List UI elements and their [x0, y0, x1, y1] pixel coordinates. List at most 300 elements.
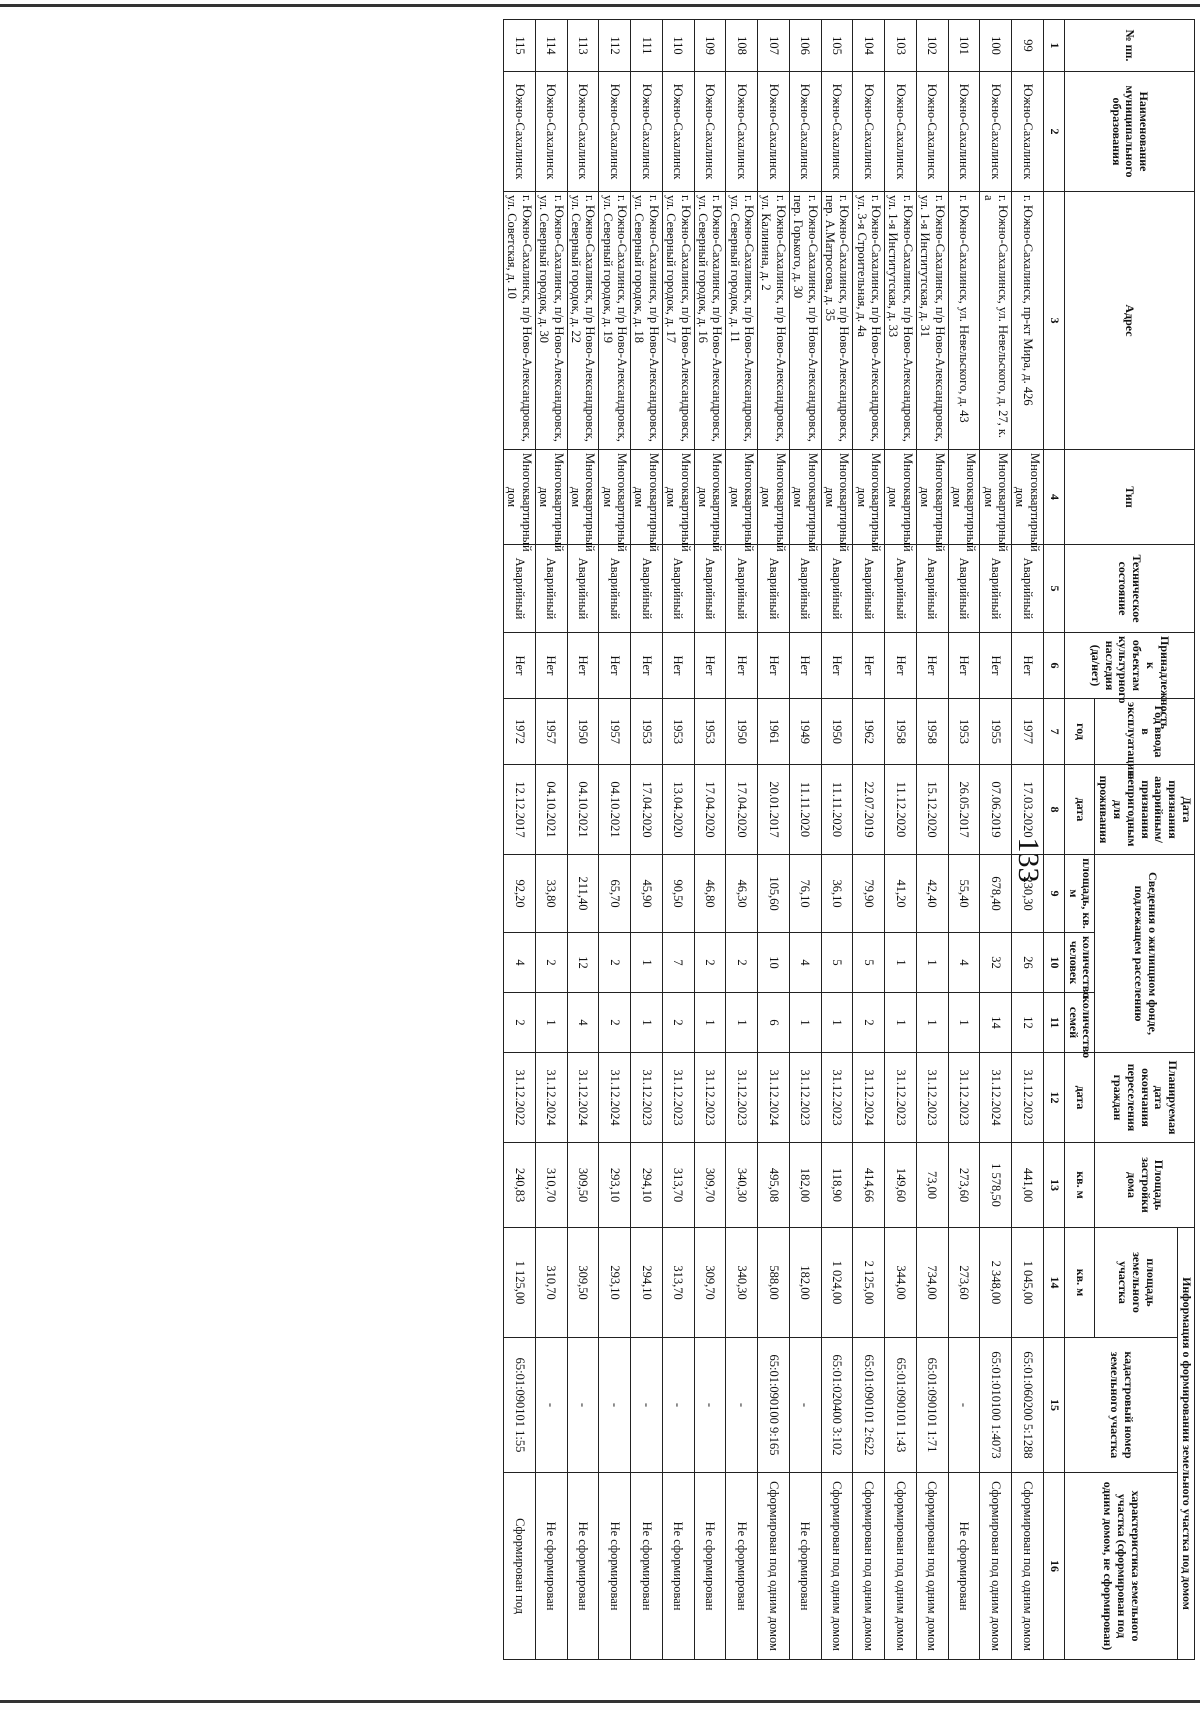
type-cell: Многоквартирный дом [948, 450, 980, 545]
type-cell: Многоквартирный дом [599, 450, 631, 545]
plan-date-cell: 31.12.2023 [631, 1053, 663, 1143]
row-number: 115 [504, 20, 536, 72]
cultural-cell: Нет [535, 633, 567, 699]
cadastral-cell: - [948, 1338, 980, 1473]
cultural-cell: Нет [789, 633, 821, 699]
people-cell: 32 [980, 933, 1012, 993]
cultural-cell: Нет [853, 633, 885, 699]
build-area-cell: 313,70 [662, 1143, 694, 1228]
table-row [916, 20, 948, 1660]
people-cell: 4 [504, 933, 536, 993]
condition-cell: Аварийный [726, 545, 758, 633]
condition-cell: Аварийный [599, 545, 631, 633]
year-cell: 1949 [789, 699, 821, 765]
build-area-cell: 240,83 [504, 1143, 536, 1228]
families-cell: 1 [916, 993, 948, 1053]
column-number: 15 [1043, 1338, 1064, 1473]
people-cell: 1 [916, 933, 948, 993]
people-cell: 2 [726, 933, 758, 993]
year-cell: 1953 [631, 699, 663, 765]
municipality-cell: Южно-Сахалинск [758, 72, 790, 192]
address-cell: г. Южно-Сахалинск, ул. Невельского, д. 43 [948, 192, 980, 450]
condition-cell: Аварийный [694, 545, 726, 633]
cultural-cell: Нет [1012, 633, 1044, 699]
header-families: количество семей [1064, 993, 1095, 1053]
municipality-cell: Южно-Сахалинск [567, 72, 599, 192]
header-condition: Техническое состояние [1064, 545, 1194, 633]
land-area-cell: 273,60 [948, 1228, 980, 1338]
plan-date-cell: 31.12.2024 [980, 1053, 1012, 1143]
column-number: 13 [1043, 1143, 1064, 1228]
build-area-cell: 310,70 [535, 1143, 567, 1228]
cultural-cell: Нет [694, 633, 726, 699]
area-cell: 55,40 [948, 855, 980, 933]
address-cell: г. Южно-Сахалинск, п/р Ново-Александровск, пер. Горького, д. 30 [789, 192, 821, 450]
condition-cell: Аварийный [980, 545, 1012, 633]
build-area-cell: 293,10 [599, 1143, 631, 1228]
column-number: 8 [1043, 765, 1064, 855]
cultural-cell: Нет [916, 633, 948, 699]
characteristic-cell: Сформирован под одним домом [853, 1473, 885, 1660]
table-row [948, 20, 980, 1660]
table-row [885, 20, 917, 1660]
type-cell: Многоквартирный дом [758, 450, 790, 545]
date-cell: 15.12.2020 [916, 765, 948, 855]
column-number: 9 [1043, 855, 1064, 933]
area-cell: 678,40 [980, 855, 1012, 933]
cultural-cell: Нет [599, 633, 631, 699]
build-area-cell: 340,30 [726, 1143, 758, 1228]
build-area-cell: 294,10 [631, 1143, 663, 1228]
column-number: 5 [1043, 545, 1064, 633]
table-row [694, 20, 726, 1660]
header-type: Тип [1064, 450, 1194, 545]
condition-cell: Аварийный [758, 545, 790, 633]
address-cell: г. Южно-Сахалинск, пр-кт Мира, д. 426 [1012, 192, 1044, 450]
table-row [726, 20, 758, 1660]
families-cell: 1 [885, 993, 917, 1053]
cadastral-cell: 65:01:010100 1:4073 [980, 1338, 1012, 1473]
land-area-cell: 294,10 [631, 1228, 663, 1338]
area-cell: 46,30 [726, 855, 758, 933]
cultural-cell: Нет [821, 633, 853, 699]
people-cell: 5 [853, 933, 885, 993]
date-cell: 04.10.2021 [535, 765, 567, 855]
plan-date-cell: 31.12.2023 [726, 1053, 758, 1143]
characteristic-cell: Сформирован под одним домом [1012, 1473, 1044, 1660]
type-cell: Многоквартирный дом [631, 450, 663, 545]
year-cell: 1961 [758, 699, 790, 765]
municipality-cell: Южно-Сахалинск [535, 72, 567, 192]
header-row-1 [1178, 20, 1195, 1660]
families-cell: 2 [599, 993, 631, 1053]
land-area-cell: 293,10 [599, 1228, 631, 1338]
cadastral-cell: - [535, 1338, 567, 1473]
people-cell: 12 [567, 933, 599, 993]
row-number: 111 [631, 20, 663, 72]
column-number: 6 [1043, 633, 1064, 699]
year-cell: 1972 [504, 699, 536, 765]
row-number: 112 [599, 20, 631, 72]
date-cell: 17.03.2020 [1012, 765, 1044, 855]
column-number: 3 [1043, 192, 1064, 450]
year-cell: 1958 [916, 699, 948, 765]
condition-cell: Аварийный [535, 545, 567, 633]
municipality-cell: Южно-Сахалинск [662, 72, 694, 192]
families-cell: 12 [1012, 993, 1044, 1053]
families-cell: 14 [980, 993, 1012, 1053]
date-cell: 04.10.2021 [567, 765, 599, 855]
condition-cell: Аварийный [853, 545, 885, 633]
build-area-cell: 495,08 [758, 1143, 790, 1228]
cadastral-cell: 65:01:020400 3:102 [821, 1338, 853, 1473]
column-number: 11 [1043, 993, 1064, 1053]
families-cell: 1 [535, 993, 567, 1053]
row-number: 100 [980, 20, 1012, 72]
people-cell: 2 [694, 933, 726, 993]
type-cell: Многоквартирный дом [821, 450, 853, 545]
plan-date-cell: 31.12.2023 [1012, 1053, 1044, 1143]
address-cell: г. Южно-Сахалинск, п/р Ново-Александровск, ул. Северный городок, д. 17 [662, 192, 694, 450]
land-area-cell: 340,30 [726, 1228, 758, 1338]
families-cell: 1 [694, 993, 726, 1053]
row-number: 114 [535, 20, 567, 72]
municipality-cell: Южно-Сахалинск [694, 72, 726, 192]
land-area-cell: 2 348,00 [980, 1228, 1012, 1338]
header-num: № пп. [1064, 20, 1194, 72]
address-cell: г. Южно-Сахалинск, п/р Ново-Александровск, ул. Калинина, д. 2 [758, 192, 790, 450]
header-area: площадь, кв. м [1064, 855, 1095, 933]
type-cell: Многоквартирный дом [980, 450, 1012, 545]
condition-cell: Аварийный [504, 545, 536, 633]
people-cell: 2 [599, 933, 631, 993]
land-area-cell: 309,50 [567, 1228, 599, 1338]
build-area-cell: 73,00 [916, 1143, 948, 1228]
row-number: 105 [821, 20, 853, 72]
column-number: 16 [1043, 1473, 1064, 1660]
row-number: 101 [948, 20, 980, 72]
municipality-cell: Южно-Сахалинск [885, 72, 917, 192]
year-cell: 1955 [980, 699, 1012, 765]
column-number: 1 [1043, 20, 1064, 72]
families-cell: 2 [504, 993, 536, 1053]
header-housing-group: Сведения о жилищном фонде, подлежащем расселению [1095, 855, 1195, 1053]
type-cell: Многоквартирный дом [567, 450, 599, 545]
cadastral-cell: - [662, 1338, 694, 1473]
condition-cell: Аварийный [948, 545, 980, 633]
header-year: год [1064, 699, 1095, 765]
people-cell: 5 [821, 933, 853, 993]
land-area-cell: 309,70 [694, 1228, 726, 1338]
characteristic-cell: Не сформирован [726, 1473, 758, 1660]
type-cell: Многоквартирный дом [504, 450, 536, 545]
date-cell: 12.12.2017 [504, 765, 536, 855]
cadastral-cell: - [567, 1338, 599, 1473]
condition-cell: Аварийный [662, 545, 694, 633]
table-row [662, 20, 694, 1660]
row-number: 106 [789, 20, 821, 72]
table-row [1012, 20, 1044, 1660]
header-people: количество человек [1064, 933, 1095, 993]
families-cell: 1 [789, 993, 821, 1053]
cultural-cell: Нет [948, 633, 980, 699]
condition-cell: Аварийный [885, 545, 917, 633]
column-number: 2 [1043, 72, 1064, 192]
characteristic-cell: Не сформирован [662, 1473, 694, 1660]
scan-edge-bottom [0, 1700, 1200, 1703]
address-cell: г. Южно-Сахалинск, п/р Ново-Александровск, ул. Советская, д. 10 [504, 192, 536, 450]
land-area-cell: 313,70 [662, 1228, 694, 1338]
table-row [853, 20, 885, 1660]
people-cell: 7 [662, 933, 694, 993]
build-area-cell: 441,00 [1012, 1143, 1044, 1228]
header-date-group: Дата признания аварийным/признания непригодным для проживания [1095, 765, 1195, 855]
header-land-area-group: площадь земельного участка [1095, 1228, 1178, 1338]
column-number: 10 [1043, 933, 1064, 993]
land-area-cell: 182,00 [789, 1228, 821, 1338]
year-cell: 1950 [567, 699, 599, 765]
municipality-cell: Южно-Сахалинск [948, 72, 980, 192]
column-number: 4 [1043, 450, 1064, 545]
year-cell: 1950 [726, 699, 758, 765]
characteristic-cell: Не сформирован [599, 1473, 631, 1660]
area-cell: 230,30 [1012, 855, 1044, 933]
header-land-area: кв. м [1064, 1228, 1095, 1338]
plan-date-cell: 31.12.2023 [662, 1053, 694, 1143]
cadastral-cell: 65:01:090101 1:43 [885, 1338, 917, 1473]
build-area-cell: 309,70 [694, 1143, 726, 1228]
build-area-cell: 309,50 [567, 1143, 599, 1228]
year-cell: 1977 [1012, 699, 1044, 765]
type-cell: Многоквартирный дом [853, 450, 885, 545]
land-area-cell: 2 125,00 [853, 1228, 885, 1338]
column-number: 7 [1043, 699, 1064, 765]
area-cell: 79,90 [853, 855, 885, 933]
type-cell: Многоквартирный дом [694, 450, 726, 545]
people-cell: 2 [535, 933, 567, 993]
land-area-cell: 1 125,00 [504, 1228, 536, 1338]
header-address: Адрес [1064, 192, 1194, 450]
people-cell: 1 [885, 933, 917, 993]
condition-cell: Аварийный [631, 545, 663, 633]
type-cell: Многоквартирный дом [885, 450, 917, 545]
people-cell: 4 [948, 933, 980, 993]
address-cell: г. Южно-Сахалинск, п/р Ново-Александровск, ул. Северный городок, д. 30 [535, 192, 567, 450]
plan-date-cell: 31.12.2024 [758, 1053, 790, 1143]
plan-date-cell: 31.12.2023 [885, 1053, 917, 1143]
address-cell: г. Южно-Сахалинск, п/р Ново-Александровск, ул. Северный городок, д. 16 [694, 192, 726, 450]
families-cell: 6 [758, 993, 790, 1053]
cadastral-cell: - [726, 1338, 758, 1473]
table-row [821, 20, 853, 1660]
table-row [535, 20, 567, 1660]
table-row [504, 20, 536, 1660]
cultural-cell: Нет [758, 633, 790, 699]
table-row [567, 20, 599, 1660]
cadastral-cell: 65:01:060200 5:1288 [1012, 1338, 1044, 1473]
characteristic-cell: Сформирован под одним домом [916, 1473, 948, 1660]
row-number: 113 [567, 20, 599, 72]
cadastral-cell: - [694, 1338, 726, 1473]
row-number: 104 [853, 20, 885, 72]
condition-cell: Аварийный [1012, 545, 1044, 633]
characteristic-cell: Не сформирован [631, 1473, 663, 1660]
header-characteristic: характеристика земельного участка (сформирован под одним домом, не сформирован) [1064, 1473, 1177, 1660]
year-cell: 1957 [599, 699, 631, 765]
area-cell: 33,80 [535, 855, 567, 933]
plan-date-cell: 31.12.2022 [504, 1053, 536, 1143]
families-cell: 1 [631, 993, 663, 1053]
type-cell: Многоквартирный дом [662, 450, 694, 545]
people-cell: 10 [758, 933, 790, 993]
row-number: 109 [694, 20, 726, 72]
page-number: 133 [1012, 837, 1045, 883]
year-cell: 1953 [694, 699, 726, 765]
year-cell: 1950 [821, 699, 853, 765]
cadastral-cell: - [789, 1338, 821, 1473]
row-number: 107 [758, 20, 790, 72]
families-cell: 1 [821, 993, 853, 1053]
area-cell: 41,20 [885, 855, 917, 933]
year-cell: 1953 [948, 699, 980, 765]
municipality-cell: Южно-Сахалинск [980, 72, 1012, 192]
cadastral-cell: 65:01:090100 9:165 [758, 1338, 790, 1473]
characteristic-cell: Не сформирован [694, 1473, 726, 1660]
people-cell: 26 [1012, 933, 1044, 993]
families-cell: 2 [853, 993, 885, 1053]
area-cell: 90,50 [662, 855, 694, 933]
row-number: 103 [885, 20, 917, 72]
characteristic-cell: Не сформирован [567, 1473, 599, 1660]
header-plan-date: дата [1064, 1053, 1095, 1143]
build-area-cell: 149,60 [885, 1143, 917, 1228]
column-number: 14 [1043, 1228, 1064, 1338]
cadastral-cell: 65:01:090101 1:71 [916, 1338, 948, 1473]
build-area-cell: 273,60 [948, 1143, 980, 1228]
type-cell: Многоквартирный дом [535, 450, 567, 545]
plan-date-cell: 31.12.2024 [853, 1053, 885, 1143]
cultural-cell: Нет [662, 633, 694, 699]
date-cell: 04.10.2021 [599, 765, 631, 855]
characteristic-cell: Сформирован под одним домом [758, 1473, 790, 1660]
header-date: дата [1064, 765, 1095, 855]
characteristic-cell: Сформирован под [504, 1473, 536, 1660]
build-area-cell: 1 578,50 [980, 1143, 1012, 1228]
characteristic-cell: Сформирован под одним домом [821, 1473, 853, 1660]
header-cultural: Принадлежность к объектам культурного наследия (да/нет) [1064, 633, 1194, 699]
address-cell: г. Южно-Сахалинск, п/р Ново-Александровск, ул. Северный городок, д. 19 [599, 192, 631, 450]
characteristic-cell: Сформирован под одним домом [980, 1473, 1012, 1660]
area-cell: 76,10 [789, 855, 821, 933]
cadastral-cell: - [631, 1338, 663, 1473]
address-cell: г. Южно-Сахалинск, п/р Ново-Александровск, ул. Северный городок, д. 22 [567, 192, 599, 450]
date-cell: 11.11.2020 [821, 765, 853, 855]
municipality-cell: Южно-Сахалинск [726, 72, 758, 192]
plan-date-cell: 31.12.2023 [789, 1053, 821, 1143]
date-cell: 22.07.2019 [853, 765, 885, 855]
header-year-group: Год ввода в эксплуатацию [1095, 699, 1195, 765]
families-cell: 4 [567, 993, 599, 1053]
cultural-cell: Нет [980, 633, 1012, 699]
table-row [980, 20, 1012, 1660]
municipality-cell: Южно-Сахалинск [853, 72, 885, 192]
year-cell: 1958 [885, 699, 917, 765]
area-cell: 211,40 [567, 855, 599, 933]
municipality-cell: Южно-Сахалинск [916, 72, 948, 192]
families-cell: 2 [662, 993, 694, 1053]
type-cell: Многоквартирный дом [789, 450, 821, 545]
address-cell: г. Южно-Сахалинск, п/р Ново-Александровск, ул. 1-я Институтская, д. 31 [916, 192, 948, 450]
header-build-group: Площадь застройки дома [1095, 1143, 1195, 1228]
table-row [599, 20, 631, 1660]
header-build-area: кв. м [1064, 1143, 1095, 1228]
type-cell: Многоквартирный дом [916, 450, 948, 545]
plan-date-cell: 31.12.2024 [567, 1053, 599, 1143]
address-cell: г. Южно-Сахалинск, п/р Ново-Александровск, пер. А.Матросова, д. 35 [821, 192, 853, 450]
families-cell: 1 [726, 993, 758, 1053]
municipality-cell: Южно-Сахалинск [789, 72, 821, 192]
area-cell: 105,60 [758, 855, 790, 933]
column-number-row [1043, 20, 1064, 1660]
type-cell: Многоквартирный дом [726, 450, 758, 545]
date-cell: 17.04.2020 [726, 765, 758, 855]
plan-date-cell: 31.12.2024 [535, 1053, 567, 1143]
cultural-cell: Нет [504, 633, 536, 699]
year-cell: 1962 [853, 699, 885, 765]
address-cell: г. Южно-Сахалинск, ул. Невельского, д. 27, к. а [980, 192, 1012, 450]
families-cell: 1 [948, 993, 980, 1053]
table-body [504, 20, 1065, 1660]
address-cell: г. Южно-Сахалинск, п/р Ново-Александровск, ул. 3-я Строительная, д. 4а [853, 192, 885, 450]
date-cell: 11.11.2020 [789, 765, 821, 855]
date-cell: 17.04.2020 [631, 765, 663, 855]
area-cell: 45,90 [631, 855, 663, 933]
row-number: 110 [662, 20, 694, 72]
area-cell: 42,40 [916, 855, 948, 933]
header-plan-group: Планируемая дата окончания переселения граждан [1095, 1053, 1195, 1143]
plan-date-cell: 31.12.2023 [694, 1053, 726, 1143]
municipality-cell: Южно-Сахалинск [504, 72, 536, 192]
date-cell: 13.04.2020 [662, 765, 694, 855]
scan-edge-top [0, 4, 1200, 7]
condition-cell: Аварийный [567, 545, 599, 633]
cadastral-cell: 65:01:090101 1:55 [504, 1338, 536, 1473]
column-number: 12 [1043, 1053, 1064, 1143]
characteristic-cell: Не сформирован [535, 1473, 567, 1660]
type-cell: Многоквартирный дом [1012, 450, 1044, 545]
rotated-document [85, 19, 1195, 1659]
municipality-cell: Южно-Сахалинск [599, 72, 631, 192]
characteristic-cell: Сформирован под одним домом [885, 1473, 917, 1660]
land-area-cell: 344,00 [885, 1228, 917, 1338]
housing-table [503, 19, 1195, 1660]
year-cell: 1953 [662, 699, 694, 765]
build-area-cell: 182,00 [789, 1143, 821, 1228]
municipality-cell: Южно-Сахалинск [1012, 72, 1044, 192]
land-area-cell: 1 045,00 [1012, 1228, 1044, 1338]
cultural-cell: Нет [631, 633, 663, 699]
row-number: 108 [726, 20, 758, 72]
header-land-group: Информация о формировании земельного участка под домом [1178, 1228, 1195, 1660]
people-cell: 4 [789, 933, 821, 993]
condition-cell: Аварийный [821, 545, 853, 633]
land-area-cell: 588,00 [758, 1228, 790, 1338]
municipality-cell: Южно-Сахалинск [631, 72, 663, 192]
condition-cell: Аварийный [789, 545, 821, 633]
year-cell: 1957 [535, 699, 567, 765]
date-cell: 20.01.2017 [758, 765, 790, 855]
table-row [631, 20, 663, 1660]
